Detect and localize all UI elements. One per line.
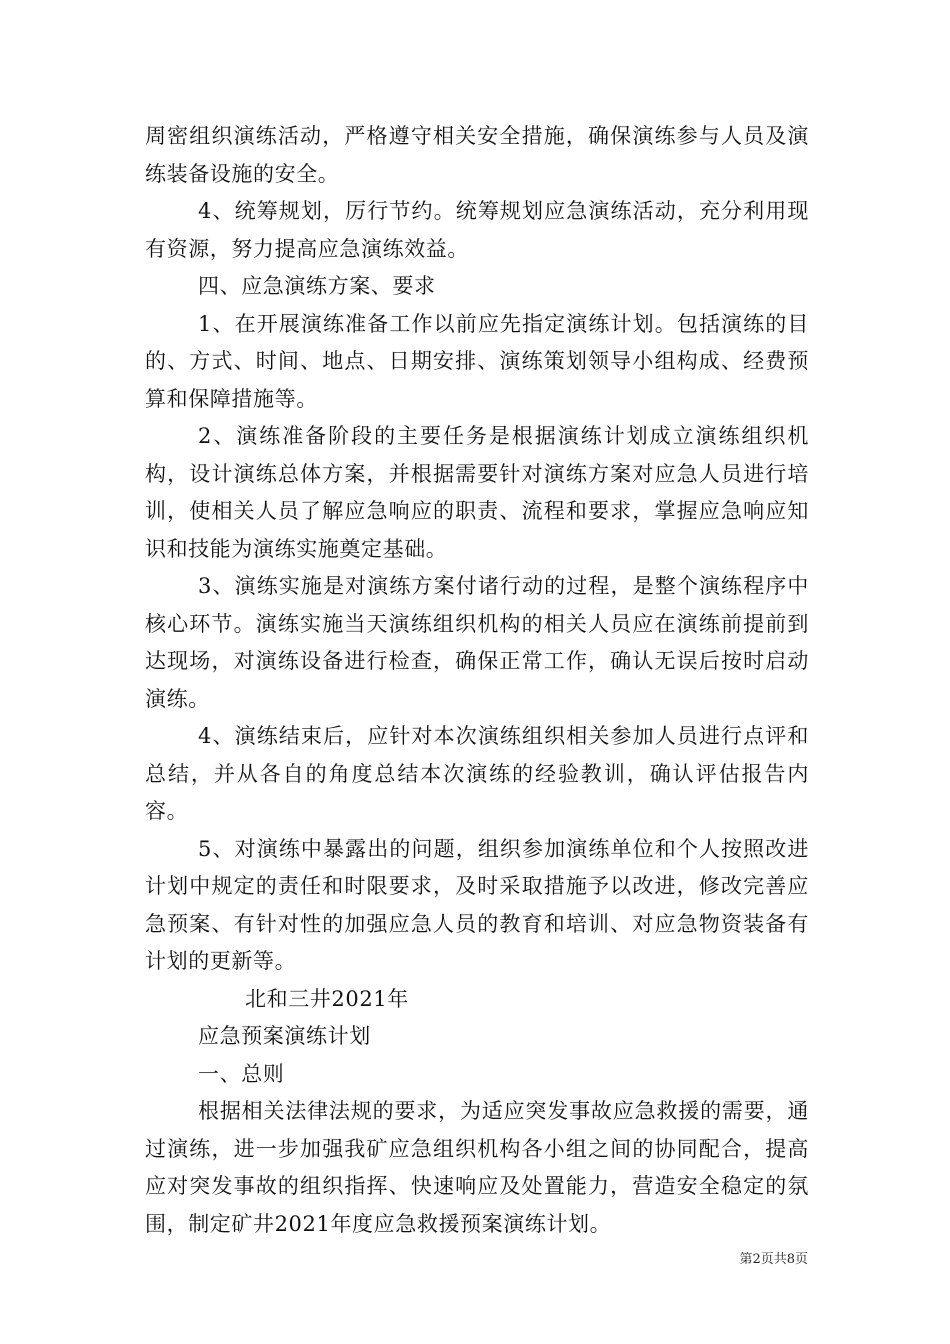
- document-subtitle-plan: 应急预案演练计划: [198, 1024, 371, 1048]
- paragraph-item-1-plan: 1、在开展演练准备工作以前应先指定演练计划。包括演练的目的、方式、时间、地点、日期安排、演练策划领导小组构成、经费预算和保障措施等。: [145, 311, 809, 411]
- paragraph-item-5-improvement: 5、对演练中暴露出的问题，组织参加演练单位和个人按照改进计划中规定的责任和时限要求，及时采取措施予以改进，修改完善应急预案、有针对性的加强应急人员的教育和培训、对应急物资装备有计划的更新等。: [145, 836, 809, 973]
- paragraph-continuation: 周密组织演练活动，严格遵守相关安全措施，确保演练参与人员及演练装备设施的安全。: [145, 124, 809, 186]
- section-heading-4: 四、应急演练方案、要求: [198, 274, 436, 298]
- paragraph-item-3-implementation: 3、演练实施是对演练方案付诸行动的过程，是整个演练程序中核心环节。演练实施当天演练组织机构的相关人员应在演练前提前到达现场，对演练设备进行检查，确保正常工作，确认无误后按时启动演练。: [145, 574, 809, 711]
- paragraph-item-2-preparation: 2、演练准备阶段的主要任务是根据演练计划成立演练组织机构，设计演练总体方案，并根据需要针对演练方案对应急人员进行培训，使相关人员了解应急响应的职责、流程和要求，掌握应急响应知识和技能为演练实施奠定基础。: [145, 424, 809, 561]
- paragraph-item-4-planning: 4、统筹规划，厉行节约。统筹规划应急演练活动，充分利用现有资源，努力提高应急演练效益。: [145, 199, 809, 261]
- page-number-footer: 第2页共8页: [739, 1252, 808, 1267]
- section-heading-1-general: 一、总则: [198, 1061, 285, 1086]
- document-body: [145, 118, 809, 1243]
- paragraph-item-4-summary: 4、演练结束后，应针对本次演练组织相关参加人员进行点评和总结，并从各自的角度总结本次演练的经验教训，确认评估报告内容。: [145, 724, 809, 823]
- paragraph-general-intro: 根据相关法律法规的要求，为适应突发事故应急救援的需要，通过演练，进一步加强我矿应急组织机构各小组之间的协同配合，提高应对突发事故的组织指挥、快速响应及处置能力，营造安全稳定的氛围，制定矿井2021年度应急救援预案演练计划。: [145, 1099, 809, 1236]
- document-subtitle-year: 北和三井2021年: [245, 986, 409, 1011]
